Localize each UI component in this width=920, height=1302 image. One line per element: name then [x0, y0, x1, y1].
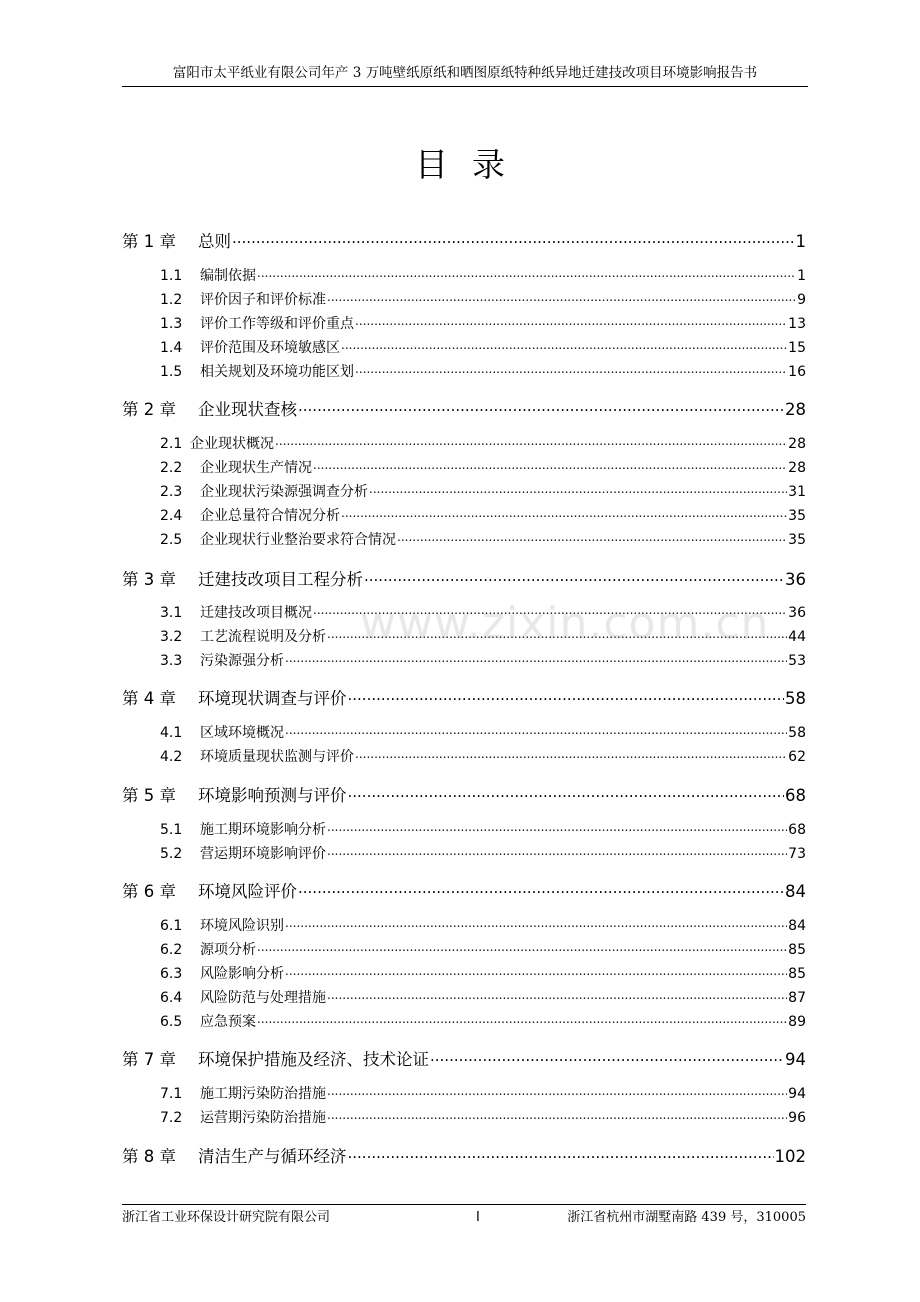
toc-number: 6.5	[160, 1014, 200, 1030]
toc-leader	[275, 433, 787, 448]
toc-title: 环境质量现状监测与评价	[200, 746, 354, 766]
toc-leader	[285, 650, 787, 665]
toc-title: 评价工作等级和评价重点	[200, 313, 354, 333]
toc-number: 第 5 章	[122, 782, 198, 806]
toc-title: 迁建技改项目工程分析	[198, 566, 363, 590]
toc-page: 53	[788, 653, 806, 669]
toc-title: 施工期环境影响分析	[200, 819, 326, 839]
toc-leader	[232, 229, 795, 247]
toc-number: 2.1	[160, 436, 190, 452]
toc-leader	[430, 1047, 784, 1065]
toc-leader	[298, 397, 784, 415]
toc-leader	[313, 457, 787, 472]
toc-title: 环境风险识别	[200, 915, 284, 935]
toc-page: 62	[788, 749, 806, 765]
toc-page: 94	[785, 1050, 806, 1069]
toc-number: 6.3	[160, 966, 200, 982]
toc-page: 58	[788, 725, 806, 741]
table-of-contents	[122, 0, 806, 1200]
toc-page: 44	[788, 629, 806, 645]
toc-chapter-1[interactable]	[122, 228, 806, 252]
toc-leader	[348, 1144, 774, 1162]
toc-number: 6.4	[160, 990, 200, 1006]
toc-page: 94	[788, 1086, 806, 1102]
toc-number: 1.3	[160, 316, 200, 332]
toc-section-4-2[interactable]	[122, 746, 806, 766]
toc-title: 编制依据	[200, 265, 256, 285]
toc-number: 1.4	[160, 340, 200, 356]
toc-page: 68	[785, 786, 806, 805]
toc-section-2-1[interactable]	[122, 433, 806, 453]
toc-leader	[285, 915, 787, 930]
toc-page: 87	[788, 990, 806, 1006]
toc-number: 4.2	[160, 749, 200, 765]
toc-page: 28	[788, 460, 806, 476]
toc-number: 第 3 章	[122, 566, 198, 590]
toc-number: 6.1	[160, 918, 200, 934]
toc-leader	[257, 939, 787, 954]
toc-title: 评价范围及环境敏感区	[200, 337, 340, 357]
toc-page: 9	[797, 292, 806, 308]
toc-title: 企业现状污染源强调查分析	[200, 481, 368, 501]
toc-number: 第 6 章	[122, 878, 198, 902]
toc-chapter-7[interactable]	[122, 1046, 806, 1070]
toc-page: 1	[795, 232, 806, 251]
toc-title: 评价因子和评价标准	[200, 289, 326, 309]
toc-page: 28	[785, 400, 806, 419]
toc-title: 环境影响预测与评价	[198, 782, 347, 806]
toc-leader	[369, 481, 787, 496]
toc-title: 营运期环境影响评价	[200, 843, 326, 863]
toc-page: 16	[788, 364, 806, 380]
toc-section-5-2[interactable]	[122, 843, 806, 863]
toc-leader	[355, 746, 787, 761]
toc-title: 污染源强分析	[200, 650, 284, 670]
toc-leader	[355, 313, 787, 328]
toc-page: 84	[785, 882, 806, 901]
toc-chapter-2[interactable]	[122, 396, 806, 420]
toc-leader	[327, 819, 787, 834]
toc-section-2-2[interactable]	[122, 457, 806, 477]
toc-page: 85	[788, 966, 806, 982]
toc-title: 区域环境概况	[200, 722, 284, 742]
footer-address: 浙江省杭州市湖墅南路 439 号，310005	[567, 1210, 806, 1225]
toc-page: 35	[788, 532, 806, 548]
toc-number: 2.4	[160, 508, 200, 524]
toc-page: 36	[785, 570, 806, 589]
toc-section-7-2[interactable]	[122, 1107, 806, 1127]
toc-page: 35	[788, 508, 806, 524]
toc-section-3-3[interactable]	[122, 650, 806, 670]
toc-section-2-5[interactable]	[122, 529, 806, 549]
toc-title: 工艺流程说明及分析	[200, 626, 326, 646]
toc-title: 施工期污染防治措施	[200, 1083, 326, 1103]
toc-number: 4.1	[160, 725, 200, 741]
toc-leader	[327, 987, 787, 1002]
toc-number: 5.2	[160, 846, 200, 862]
toc-title: 相关规划及环境功能区划	[200, 361, 354, 381]
toc-leader	[327, 289, 796, 304]
toc-number: 3.1	[160, 605, 200, 621]
toc-section-1-5[interactable]	[122, 361, 806, 381]
toc-section-1-1[interactable]	[122, 265, 806, 285]
toc-number: 6.2	[160, 942, 200, 958]
toc-leader	[257, 265, 796, 280]
toc-number: 第 2 章	[122, 396, 198, 420]
toc-section-2-3[interactable]	[122, 481, 806, 501]
page-footer	[122, 1204, 806, 1231]
toc-page: 96	[788, 1110, 806, 1126]
toc-leader	[348, 686, 785, 704]
toc-number: 1.2	[160, 292, 200, 308]
toc-number: 第 7 章	[122, 1046, 198, 1070]
toc-page: 68	[788, 822, 806, 838]
toc-leader	[257, 1011, 787, 1026]
footer-organization: 浙江省工业环保设计研究院有限公司	[122, 1210, 331, 1225]
toc-leader	[348, 783, 785, 801]
toc-leader	[341, 337, 787, 352]
toc-title: 源项分析	[200, 939, 256, 959]
toc-number: 1.1	[160, 268, 200, 284]
watermark: www.zixin.com.cn	[360, 598, 770, 649]
toc-title: 应急预案	[200, 1011, 256, 1031]
toc-page: 89	[788, 1014, 806, 1030]
toc-number: 7.1	[160, 1086, 200, 1102]
running-header: 富阳市太平纸业有限公司年产 3 万吨壁纸原纸和晒图原纸特种纸异地迁建技改项目环境影响报告书	[122, 60, 808, 87]
toc-section-5-1[interactable]	[122, 819, 806, 839]
toc-leader	[397, 529, 787, 544]
toc-chapter-8[interactable]	[122, 1143, 806, 1167]
toc-section-6-3[interactable]	[122, 963, 806, 983]
document-title: 目录	[415, 145, 529, 184]
toc-number: 3.2	[160, 629, 200, 645]
toc-title: 企业现状查核	[198, 396, 297, 420]
toc-title: 风险影响分析	[200, 963, 284, 983]
toc-section-6-2[interactable]	[122, 939, 806, 959]
toc-chapter-4[interactable]	[122, 685, 806, 709]
toc-title: 环境保护措施及经济、技术论证	[198, 1046, 429, 1070]
toc-section-6-4[interactable]	[122, 987, 806, 1007]
footer-page-number: I	[476, 1210, 480, 1225]
toc-chapter-3[interactable]	[122, 566, 806, 590]
toc-number: 3.3	[160, 653, 200, 669]
toc-leader	[327, 626, 787, 641]
toc-section-4-1[interactable]	[122, 722, 806, 742]
toc-section-6-5[interactable]	[122, 1011, 806, 1031]
toc-leader	[327, 1107, 787, 1122]
toc-title: 企业现状生产情况	[200, 457, 312, 477]
toc-leader	[364, 567, 784, 585]
toc-number: 第 8 章	[122, 1143, 198, 1167]
toc-title: 迁建技改项目概况	[200, 602, 312, 622]
toc-page: 85	[788, 942, 806, 958]
toc-leader	[327, 843, 787, 858]
toc-title: 清洁生产与循环经济	[198, 1143, 347, 1167]
toc-page: 84	[788, 918, 806, 934]
toc-leader	[313, 602, 787, 617]
toc-title: 总则	[198, 228, 231, 252]
toc-page: 102	[774, 1147, 806, 1166]
toc-page: 73	[788, 846, 806, 862]
toc-chapter-6[interactable]	[122, 878, 806, 902]
toc-section-1-4[interactable]	[122, 337, 806, 357]
toc-number: 7.2	[160, 1110, 200, 1126]
toc-number: 第 1 章	[122, 228, 198, 252]
toc-number: 5.1	[160, 822, 200, 838]
toc-section-2-4[interactable]	[122, 505, 806, 525]
toc-number: 2.3	[160, 484, 200, 500]
toc-title: 企业总量符合情况分析	[200, 505, 340, 525]
toc-number: 第 4 章	[122, 685, 198, 709]
toc-number: 2.2	[160, 460, 200, 476]
toc-page: 13	[788, 316, 806, 332]
toc-leader	[355, 361, 787, 376]
toc-leader	[285, 722, 787, 737]
toc-page: 36	[788, 605, 806, 621]
toc-section-3-2[interactable]	[122, 626, 806, 646]
toc-section-1-2[interactable]	[122, 289, 806, 309]
toc-leader	[327, 1083, 787, 1098]
toc-chapter-5[interactable]	[122, 782, 806, 806]
toc-title: 运营期污染防治措施	[200, 1107, 326, 1127]
toc-title: 环境风险评价	[198, 878, 297, 902]
toc-leader	[341, 505, 787, 520]
toc-section-1-3[interactable]	[122, 313, 806, 333]
toc-leader	[298, 879, 784, 897]
toc-section-6-1[interactable]	[122, 915, 806, 935]
toc-page: 15	[788, 340, 806, 356]
toc-leader	[285, 963, 787, 978]
toc-title: 风险防范与处理措施	[200, 987, 326, 1007]
toc-title: 企业现状概况	[190, 433, 274, 453]
toc-page: 28	[788, 436, 806, 452]
toc-number: 2.5	[160, 532, 200, 548]
toc-title: 企业现状行业整治要求符合情况	[200, 529, 396, 549]
toc-page: 31	[788, 484, 806, 500]
toc-page: 58	[785, 689, 806, 708]
toc-number: 1.5	[160, 364, 200, 380]
toc-section-7-1[interactable]	[122, 1083, 806, 1103]
toc-title: 环境现状调查与评价	[198, 685, 347, 709]
toc-section-3-1[interactable]	[122, 602, 806, 622]
toc-page: 1	[797, 268, 806, 284]
